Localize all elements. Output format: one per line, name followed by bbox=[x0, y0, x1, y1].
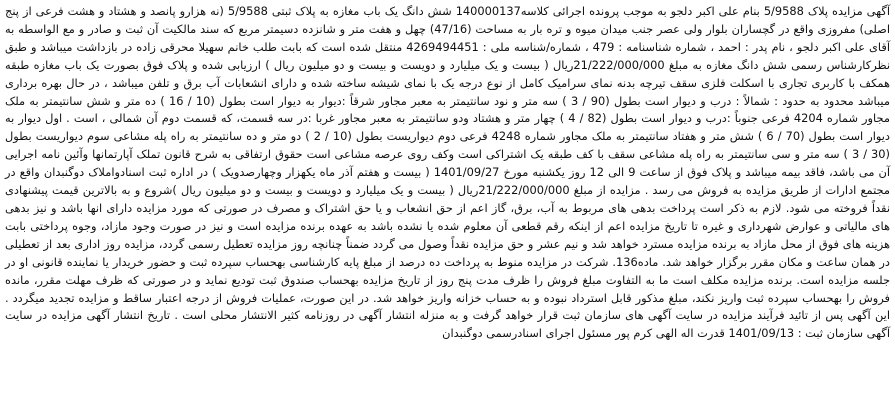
notice-body-text: آگهی مزایده پلاک 5/9588 بنام علی اکبر دلجو به موجب پرونده اجرائی کلاسه140000137 شش دانگ یک باب مغازه به پلاک ثبتی 5/9588 (نه هزارو پانصد و هشتاد و هشت فرعی از پنج اصلی) مفروزی واقع در گچساران بلوار ولی عصر جنب میدان میوه و تره بار به مساحت (47/16) چهل و هفت متر و شانزده دسیمتر مربع که سند مالکیت آن ثبت و صادر و مع الواسطه به آقای علی اکبر دلجو ، نام پدر : احمد ، شماره شناسنامه : 479 ، شماره/شناسه ملی : 4269494451 منتقل شده است که بابت طلب خانم سهیلا محرقی زاده در بازداشت میباشد و طبق نظرکارشناس رسمی شش دانگ مغازه به مبلغ 21/222/000/000ریال ( بیست و یک میلیارد و دویست و بیست و دو میلیون ریال ) ارزیابی شده و پلاک فوق بصورت یک باب مغازه طبقه همکف با کاربری تجاری با اسکلت فلزی سقف تیرچه بدنه نمای سرامیک کامل از نوع درجه یک با نمای شیشه ساخته شده و دارای انشعابات آب برق و تلفن میباشد ، در حال بهره برداری میباشد محدود به حدود : شمالاً : درب و دیوار است بطول (90 / 3 ) سه متر و نود سانتیمتر به معبر مجاور شرقاً :دیوار به دیوار است بطول (10 / 16 ) ده متر و شش سانتیمتر به ملک مجاور شماره 4204 فرعی جنوباً :درب و دیوار است بطول (82 / 4 ) چهار متر و هشتاد ودو سانتیمتر به معبر مجاور غربا :در سه قسمت، که قسمت دوم آن شمالی ، است . اول دیوار به دیوار است بطول (70 / 6 ) شش متر و هفتاد سانتیمتر به ملک مجاور شماره 4248 فرعی دوم دیواریست بطول (10 / 2 ) دو متر و ده سانتیمتر به راه پله مشاعی سوم دیواریست بطول (30 / 3 ) سه متر و سی سانتیمتر به راه پله مشاعی سقف با کف طبقه یک اشتراکی است وکف روی عرصه مشاعی است حقوق ارتفاقی به شرح قانون تملک آپارتمانها وآئین نامه اجرایی آن می باشد، فاقد بیمه میباشد و پلاک فوق از ساعت 9 الی 12 روز یکشنبه مورخ 1401/09/27 ( بیست و هفتم آذر ماه یکهزار وچهارصدویک ) در اداره ثبت اسنادواملاک دوگنبدان واقع در مجتمع ادارات از طریق مزایده به فروش می رسد . مزایده از مبلغ 21/222/000/000ریال ( بیست و یک میلیارد و دویست و بیست و دو میلیون ریال )شروع و به بالاترین قیمت پیشنهادی نقداً فروخته می شود. لازم به ذکر است پرداخت بدهی های مربوط به آب، برق، گاز اعم از حق انشعاب و یا حق اشتراک و مصرف در صورتی که مورد مزایده دارای انها باشد و نیز بدهی های مالیاتی و عوارض شهرداری و غیره تا تاریخ مزایده اعم از اینکه رقم قطعی آن معلوم شده یا نشده باشد به عهده برنده مزایده است و نیز در صورت وجود مازاد، وجوه پرداختی بابت هزینه های فوق از محل مازاد به برنده مزایده مسترد خواهد شد و نیم عشر و حق مزایده نقداً وصول می گردد ضمناً چنانچه روز مزایده تعطیل رسمی گردد، مزایده روز اداری بعد از تعطیلی در همان ساعت و مکان مقرر برگزار خواهد شد. ماده136. شرکت در مزایده منوط به پرداخت ده درصد از مبلغ پایه کارشناسی بهحساب سپرده ثبت و حضور خریدار یا نماینده قانونی او در جلسه مزایده است. برنده مزایده مکلف است ما به التفاوت مبلغ فروش را ظرف مدت پنج روز از تاریخ مزایده بهحساب صندوق ثبت تودیع نماید و در صورتی که ظرف مهلت مقرر، مانده فروش را بهحساب سپرده ثبت واریز نکند، مبلغ مذکور قابل استرداد نبوده و به حساب خزانه واریز خواهد شد. در این صورت، عملیات فروش از درجه اعتبار ساقط و مزایده تجدید میگردد . این آگهی پس از تائید فرآیند مزایده در سایت آگهی های سازمان ثبت قرار خواهد گرفت و به منزله انتشار آگهی در روزنامه کثیر الانتشار محلی است . تاریخ انتشار آگهی مزایده در سایت آگهی سازمان ثبت : 1401/09/13 قدرت اله الهی کرم پور مسئول اجرای اسنادرسمی دوگنبدان bbox=[5, 4, 891, 341]
